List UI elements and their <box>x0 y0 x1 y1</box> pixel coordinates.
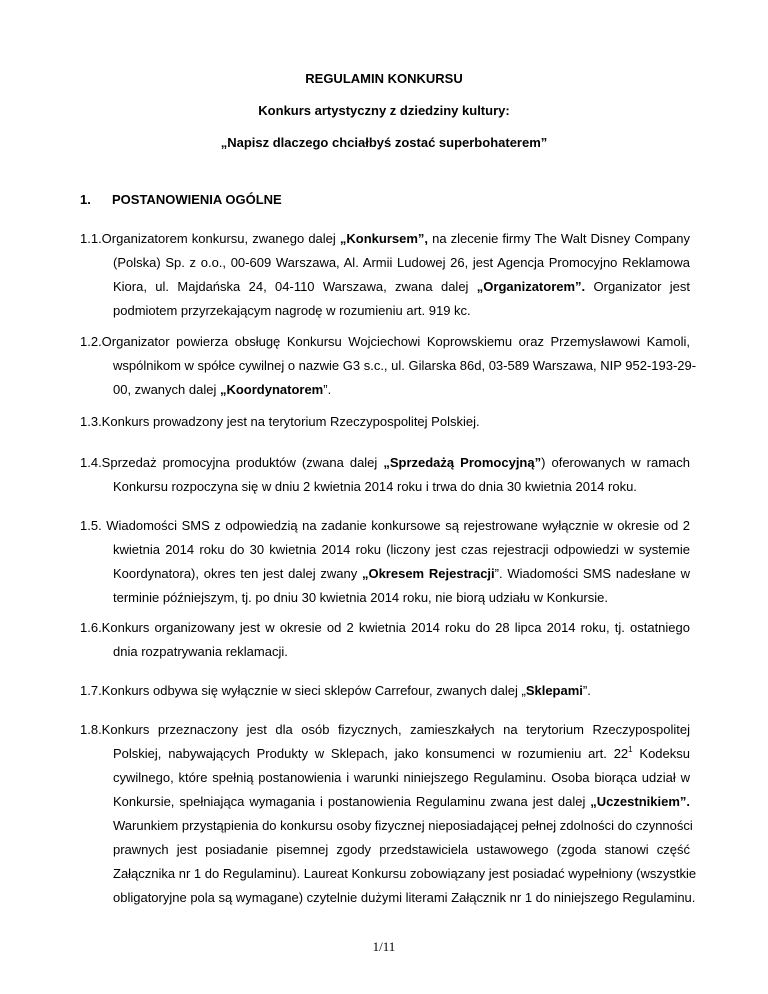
paragraph-line: Konkursu rozpoczyna się w dniu 2 kwietnia 2014 roku i trwa do dnia 30 kwietnia 2014 roku. <box>113 479 637 494</box>
paragraph-line: 1.3.Konkurs prowadzony jest na terytorium Rzeczypospolitej Polskiej. <box>80 414 480 429</box>
paragraph-line <box>80 378 690 402</box>
paragraph-line <box>80 227 690 251</box>
text-run: Koordynatora), okres ten jest dalej zwany <box>113 566 362 581</box>
paragraph-line: Załącznika nr 1 do Regulaminu). Laureat Konkursu zobowiązany jest posiadać wypełniony (wszystkie <box>113 866 697 881</box>
text-run: ) oferowanych w ramach <box>541 455 690 470</box>
paragraph-1-4 <box>80 451 690 499</box>
paragraph-line: Warunkiem przystąpienia do konkursu osoby fizycznej nieposiadającej pełnej zdolności do czynności <box>113 818 693 833</box>
paragraph-line: (Polska) Sp. z o.o., 00-609 Warszawa, Al. Armii Ludowej 26, jest Agencja Promocyjno Reklamowa <box>113 255 690 270</box>
paragraph-line <box>80 562 690 586</box>
paragraph-line: cywilnego, które spełnią postanowienia i warunki niniejszego Regulaminu. Osoba biorąca udział w <box>113 770 690 785</box>
superscript: 1 <box>628 745 633 754</box>
text-run: ”. <box>582 683 591 698</box>
text-run: 1.1.Organizatorem konkursu, zwanego dalej <box>80 231 340 246</box>
paragraph-1-8 <box>80 718 697 910</box>
text-run: 00, zwanych dalej <box>113 382 220 397</box>
defined-term: „Sprzedażą Promocyjną” <box>383 455 542 470</box>
defined-term: Sklepami <box>525 683 583 698</box>
paragraph-line: 1.5. Wiadomości SMS z odpowiedzią na zadanie konkursowe są rejestrowane wyłącznie w okresie od 2 <box>80 518 690 533</box>
paragraph-line: terminie późniejszym, tj. po dniu 30 kwietnia 2014 roku, nie biorą udziału w Konkursie. <box>113 590 608 605</box>
defined-term: „Koordynatorem <box>219 382 324 397</box>
text-run: ”. Wiadomości SMS nadesłane w <box>494 566 690 581</box>
defined-term: „Konkursem”, <box>339 231 429 246</box>
contest-theme: „Napisz dlaczego chciałbyś zostać superbohaterem” <box>220 135 548 150</box>
paragraph-line <box>80 790 690 814</box>
text-run: Organizator jest <box>585 279 691 294</box>
text-run: 1.4.Sprzedaż promocyjna produktów (zwana dalej <box>80 455 384 470</box>
paragraph-line: dnia rozpatrywania reklamacji. <box>113 644 288 659</box>
paragraph-line: 1.8.Konkurs przeznaczony jest dla osób fizycznych, zamieszkałych na terytorium Rzeczypospolitej <box>80 722 690 737</box>
paragraph-line: obligatoryjne pola są wymagane) czytelnie dużymi literami Załącznik nr 1 do niniejszego Regulaminu. <box>113 890 696 905</box>
page-number: 1/11 <box>372 939 396 954</box>
section-heading <box>80 192 282 207</box>
document-subtitle: Konkurs artystyczny z dziedziny kultury: <box>258 103 510 118</box>
paragraph-line: wspólnikom w spółce cywilnej o nazwie G3 s.c., ul. Gilarska 86d, 03-589 Warszawa, NIP 952-193-29- <box>113 358 697 373</box>
text-run: Konkursie, spełniająca wymagania i postanowienia Regulaminu zwana jest dalej <box>113 794 591 809</box>
defined-term: „Uczestnikiem”. <box>590 794 690 809</box>
text-run: Kiora, ul. Majdańska 24, 04-110 Warszawa, zwana dalej <box>113 279 477 294</box>
paragraph-line <box>80 275 690 299</box>
defined-term: „Organizatorem”. <box>476 279 586 294</box>
text-run: Kodeksu <box>632 746 690 761</box>
paragraph-1-7 <box>80 679 690 703</box>
text-run: na zlecenie firmy The Walt Disney Company <box>428 231 690 246</box>
paragraph-line: prawnych jest posiadanie pisemnej zgody przedstawiciela ustawowego (zgoda stanowi część <box>113 842 690 857</box>
paragraph-1-3 <box>80 410 690 434</box>
paragraph-line: 1.2.Organizator powierza obsługę Konkursu Wojciechowi Koprowskiemu oraz Przemysławowi Kamoli, <box>80 334 690 349</box>
defined-term: „Okresem Rejestracji <box>361 566 495 581</box>
paragraph-line: kwietnia 2014 roku do 30 kwietnia 2014 roku (liczony jest czas rejestracji odpowiedzi w systemie <box>113 542 690 557</box>
paragraph-1-5 <box>80 514 690 610</box>
text-run: 1.7.Konkurs odbywa się wyłącznie w sieci sklepów Carrefour, zwanych dalej „ <box>80 683 526 698</box>
document-title: REGULAMIN KONKURSU <box>305 71 463 86</box>
paragraph-1-2 <box>80 330 697 402</box>
paragraph-line: podmiotem przyrzekającym nagrodę w rozumieniu art. 919 kc. <box>113 303 471 318</box>
paragraph-line: 1.6.Konkurs organizowany jest w okresie od 2 kwietnia 2014 roku do 28 lipca 2014 roku, tj. ostatniego <box>80 620 690 635</box>
text-run: ”. <box>323 382 332 397</box>
paragraph-1-1 <box>80 227 690 323</box>
paragraph-line <box>80 742 690 766</box>
paragraph-line <box>80 679 690 703</box>
section-title: POSTANOWIENIA OGÓLNE <box>112 192 282 207</box>
paragraph-1-6 <box>80 616 690 664</box>
paragraph-line <box>80 451 690 475</box>
text-run: Polskiej, nabywających Produkty w Sklepach, jako konsumenci w rozumieniu art. 22 <box>113 746 629 761</box>
section-number: 1. <box>80 192 91 207</box>
